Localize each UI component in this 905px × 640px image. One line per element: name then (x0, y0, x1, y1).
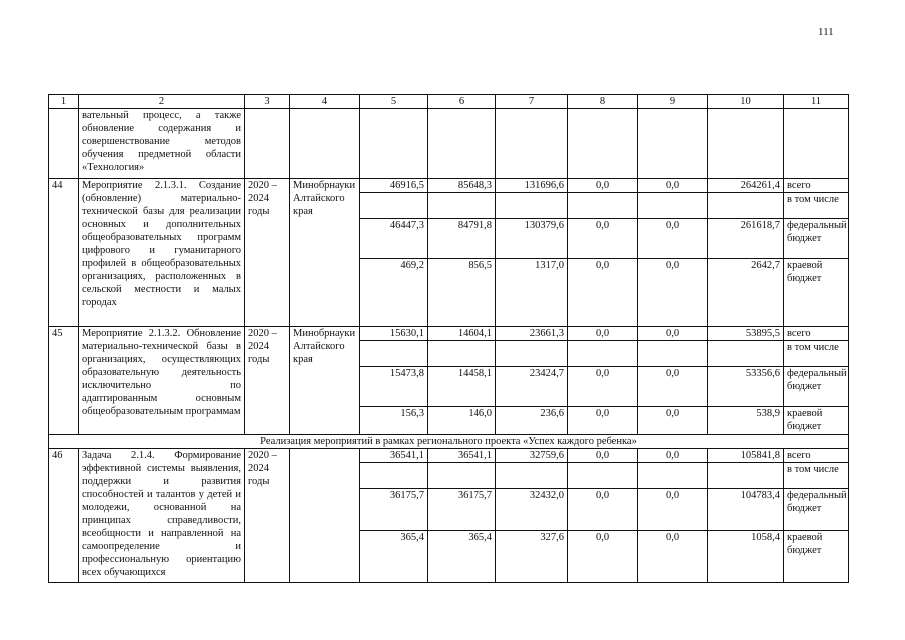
cell-value: 2642,7 (708, 259, 784, 327)
cell-value: 53356,6 (708, 367, 784, 407)
cell-source: всего (784, 449, 849, 463)
row-number: 44 (49, 179, 79, 327)
cell-value: 36175,7 (428, 489, 496, 531)
cell-value (496, 341, 568, 367)
row-description: Мероприятие 2.1.3.2. Обновление материально-технической базы в организациях, осуществляющих образовательную деятельность исключительно по адаптированным основным общеобразовательным программам (79, 327, 245, 435)
col-header: 8 (568, 95, 638, 109)
table-row (49, 109, 849, 179)
cell-value (638, 341, 708, 367)
cell-value: 104783,4 (708, 489, 784, 531)
table-row (49, 179, 849, 193)
cell-value: 14458,1 (428, 367, 496, 407)
cell-value (638, 463, 708, 489)
cell-value: 0,0 (568, 407, 638, 435)
cell-value (568, 463, 638, 489)
cell-value (708, 341, 784, 367)
cell-source: краевой бюджет (784, 531, 849, 583)
cell-value: 0,0 (568, 489, 638, 531)
cell-value (708, 193, 784, 219)
cell-value: 261618,7 (708, 219, 784, 259)
cell-value: 0,0 (638, 449, 708, 463)
cell-value: 327,6 (496, 531, 568, 583)
cell-value: 0,0 (638, 179, 708, 193)
table-row (49, 449, 849, 463)
cell-value (360, 341, 428, 367)
cell-value (360, 193, 428, 219)
cell-value: 1058,4 (708, 531, 784, 583)
program-table (48, 94, 849, 583)
cell-source: федеральный бюджет (784, 367, 849, 407)
cell-source: в том числе (784, 341, 849, 367)
section-row (49, 435, 849, 449)
cell-source: в том числе (784, 463, 849, 489)
row-description: вательный процесс, а также обновление содержания и совершенствование методов обучения предметной области «Технология» (79, 109, 245, 179)
cell-value (496, 193, 568, 219)
cell-value (568, 193, 638, 219)
cell-source: краевой бюджет (784, 259, 849, 327)
cell-value: 14604,1 (428, 327, 496, 341)
cell-value: 0,0 (638, 531, 708, 583)
cell-value: 0,0 (568, 219, 638, 259)
cell-value: 84791,8 (428, 219, 496, 259)
cell-value: 0,0 (638, 489, 708, 531)
cell-value: 23661,3 (496, 327, 568, 341)
cell-source: в том числе (784, 193, 849, 219)
cell-source: краевой бюджет (784, 407, 849, 435)
cell-value (496, 463, 568, 489)
cell-value: 32432,0 (496, 489, 568, 531)
col-header: 3 (245, 95, 290, 109)
cell-value: 36175,7 (360, 489, 428, 531)
cell-value: 53895,5 (708, 327, 784, 341)
cell-source: федеральный бюджет (784, 219, 849, 259)
col-header: 10 (708, 95, 784, 109)
row-executor: Минобрнауки Алтайского края (290, 179, 360, 327)
cell-value: 85648,3 (428, 179, 496, 193)
cell-value: 0,0 (568, 449, 638, 463)
cell-value: 538,9 (708, 407, 784, 435)
col-header: 6 (428, 95, 496, 109)
row-description: Задача 2.1.4. Формирование эффективной системы выявления, поддержки и развития способностей и талантов у детей и молодежи, основанной на принципах справедливости, всеобщности и направленной на самоопределение и профессиональную ориентацию всех обучающихся (79, 449, 245, 583)
cell-value: 469,2 (360, 259, 428, 327)
cell-value: 130379,6 (496, 219, 568, 259)
cell-value (428, 463, 496, 489)
col-header: 7 (496, 95, 568, 109)
cell-value: 0,0 (638, 367, 708, 407)
cell-value: 131696,6 (496, 179, 568, 193)
cell-value: 0,0 (638, 407, 708, 435)
section-title: Реализация мероприятий в рамках регионального проекта «Успех каждого ребенка» (49, 435, 849, 449)
column-number-row (49, 95, 849, 109)
cell-value: 0,0 (568, 531, 638, 583)
cell-source: всего (784, 327, 849, 341)
col-header: 2 (79, 95, 245, 109)
cell-value (708, 463, 784, 489)
row-executor: Минобрнауки Алтайского края (290, 327, 360, 435)
cell-value: 1317,0 (496, 259, 568, 327)
cell-source: всего (784, 179, 849, 193)
cell-value: 236,6 (496, 407, 568, 435)
cell-value (360, 463, 428, 489)
cell-value: 0,0 (638, 219, 708, 259)
table-row (49, 327, 849, 341)
row-period: 2020 – 2024 годы (245, 449, 290, 583)
cell-value: 0,0 (568, 327, 638, 341)
cell-value: 0,0 (568, 367, 638, 407)
cell-value: 146,0 (428, 407, 496, 435)
row-period: 2020 – 2024 годы (245, 327, 290, 435)
cell-value: 36541,1 (360, 449, 428, 463)
row-period: 2020 – 2024 годы (245, 179, 290, 327)
cell-value: 46447,3 (360, 219, 428, 259)
col-header: 11 (784, 95, 849, 109)
col-header: 5 (360, 95, 428, 109)
col-header: 4 (290, 95, 360, 109)
cell-value: 36541,1 (428, 449, 496, 463)
cell-value: 0,0 (638, 327, 708, 341)
cell-value: 0,0 (568, 259, 638, 327)
cell-value: 365,4 (428, 531, 496, 583)
page-number: 111 (818, 26, 834, 38)
cell-source: федеральный бюджет (784, 489, 849, 531)
cell-value (638, 193, 708, 219)
cell-value: 32759,6 (496, 449, 568, 463)
cell-value: 15630,1 (360, 327, 428, 341)
cell-value (568, 341, 638, 367)
cell-value: 365,4 (360, 531, 428, 583)
row-description: Мероприятие 2.1.3.1. Создание (обновление) материально-технической базы для реализации основных и дополнительных общеобразовательных программ цифрового и гуманитарного профилей в общеобразовательных организациях, расположенных в сельской местности и малых городах (79, 179, 245, 327)
cell-value: 0,0 (568, 179, 638, 193)
cell-value: 0,0 (638, 259, 708, 327)
row-executor (290, 449, 360, 583)
cell-value: 264261,4 (708, 179, 784, 193)
cell-value: 15473,8 (360, 367, 428, 407)
col-header: 1 (49, 95, 79, 109)
cell-value: 856,5 (428, 259, 496, 327)
row-number: 45 (49, 327, 79, 435)
cell-value: 23424,7 (496, 367, 568, 407)
cell-value (428, 193, 496, 219)
row-number: 46 (49, 449, 79, 583)
cell-value (428, 341, 496, 367)
cell-value: 156,3 (360, 407, 428, 435)
cell-value: 105841,8 (708, 449, 784, 463)
cell-value: 46916,5 (360, 179, 428, 193)
col-header: 9 (638, 95, 708, 109)
